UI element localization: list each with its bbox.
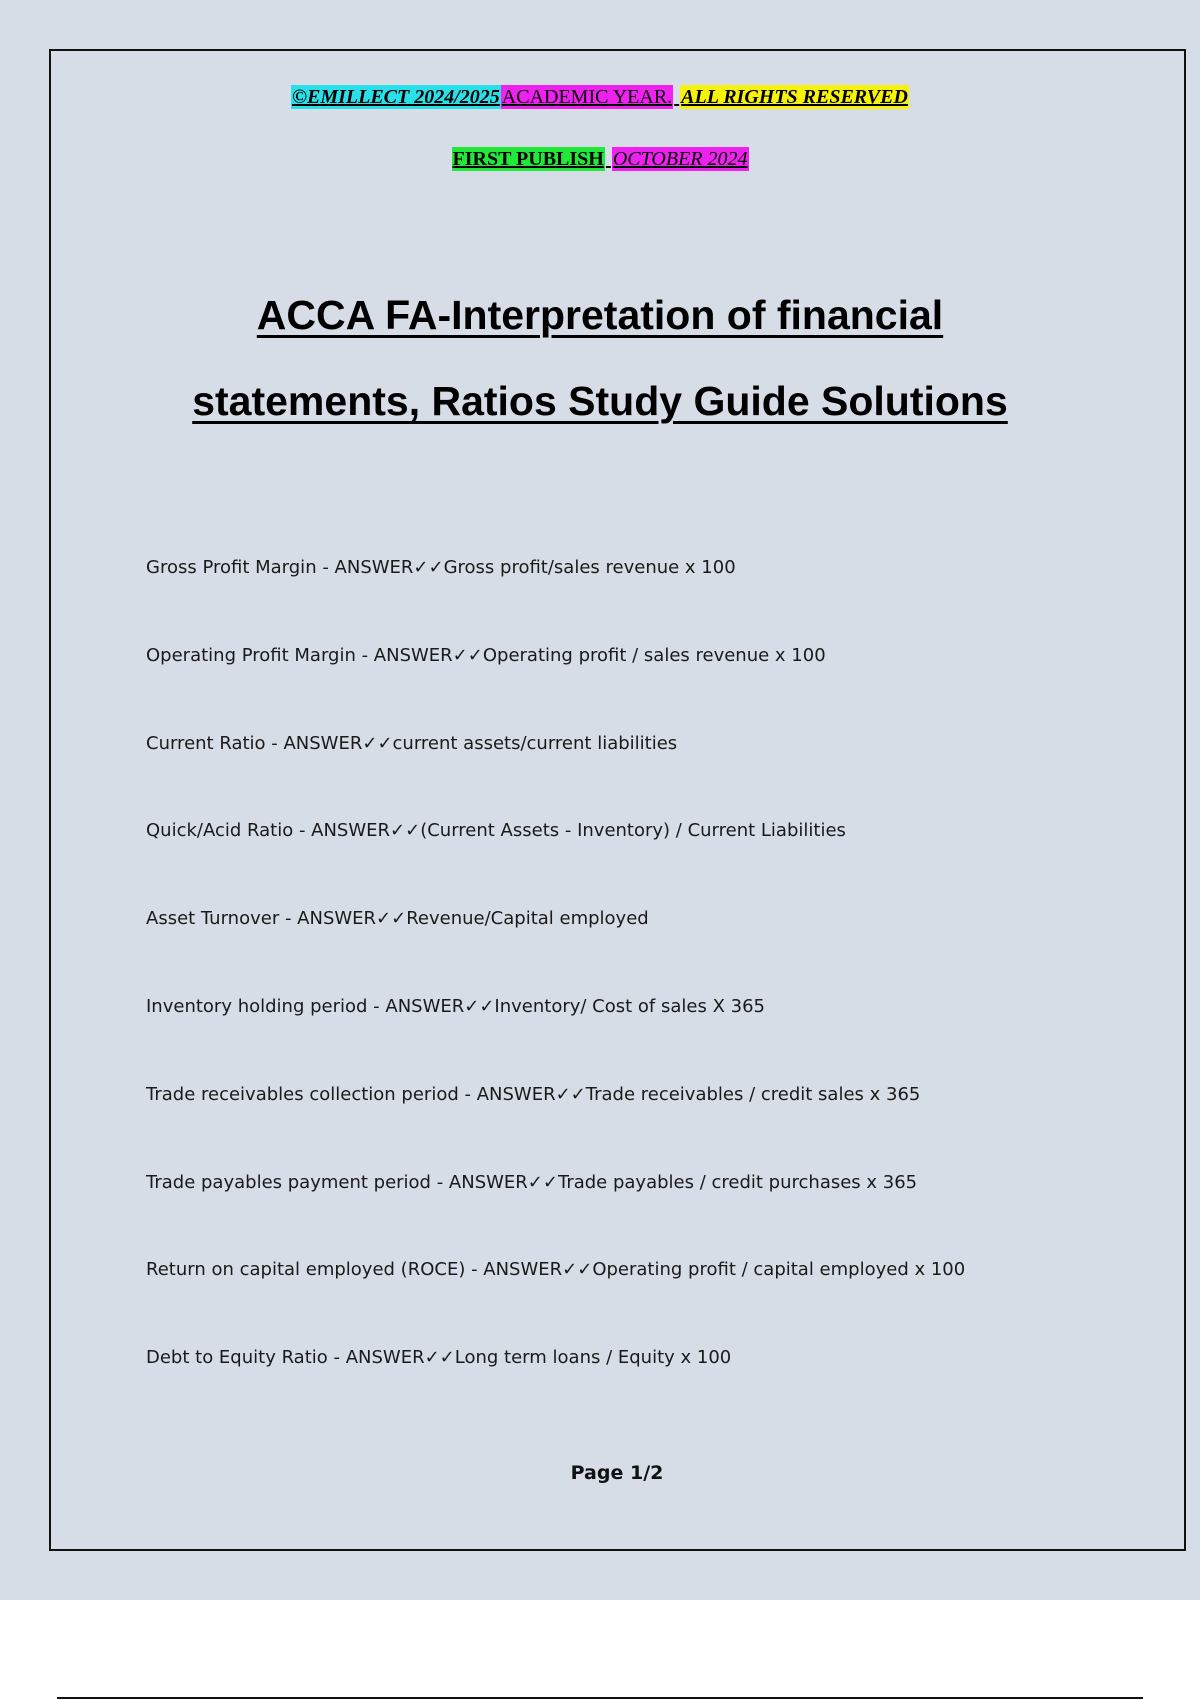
publish-date-text: OCTOBER 2024 [612, 148, 748, 170]
list-item: Trade receivables collection period - ANSWER✓✓Trade receivables / credit sales x 365 [146, 1083, 921, 1105]
academic-year-text: ACADEMIC YEAR. [501, 86, 673, 108]
list-item: Debt to Equity Ratio - ANSWER✓✓Long term loans / Equity x 100 [146, 1347, 732, 1369]
copyright-text: ©EMILLECT 2024/2025 [292, 86, 500, 108]
list-item: Operating Profit Margin - ANSWER✓✓Operating profit / sales revenue x 100 [146, 644, 826, 666]
list-item: Inventory holding period - ANSWER✓✓Inventory/ Cost of sales X 365 [146, 995, 765, 1017]
copyright-line [0, 86, 1200, 109]
list-item: Current Ratio - ANSWER✓✓current assets/current liabilities [146, 732, 678, 754]
ratio-list [146, 555, 965, 1433]
publish-line [0, 148, 1200, 171]
list-item: Quick/Acid Ratio - ANSWER✓✓(Current Assets - Inventory) / Current Liabilities [146, 820, 846, 842]
document-title-line-2: statements, Ratios Study Guide Solutions [192, 378, 1008, 424]
next-page-rule [57, 1697, 1143, 1699]
list-item: Gross Profit Margin - ANSWER✓✓Gross profit/sales revenue x 100 [146, 557, 736, 578]
list-item: Trade payables payment period - ANSWER✓✓Trade payables / credit purchases x 365 [146, 1171, 918, 1193]
list-item: Return on capital employed (ROCE) - ANSWER✓✓Operating profit / capital employed x 100 [146, 1259, 966, 1281]
document-title-line-1: ACCA FA-Interpretation of financial [256, 292, 944, 338]
rights-text: ALL RIGHTS RESERVED [681, 86, 908, 108]
list-item: Asset Turnover - ANSWER✓✓Revenue/Capital employed [146, 908, 649, 930]
first-publish-text: FIRST PUBLISH [452, 148, 604, 170]
page-number: Page 1/2 [570, 1462, 664, 1484]
